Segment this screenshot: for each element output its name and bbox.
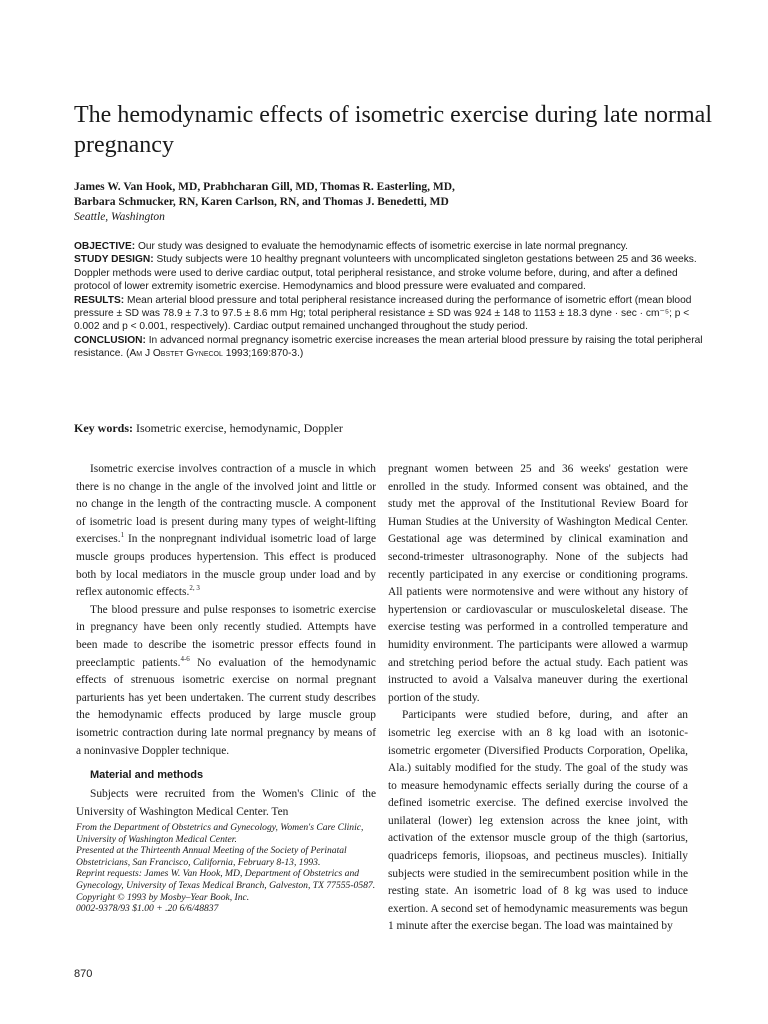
footnote-presented: Presented at the Thirteenth Annual Meeting of the Society of Perinatal Obstetricians, San Francisco, California, February 8-13, 1993. (76, 845, 347, 868)
section-heading: Material and methods (90, 769, 204, 782)
study-design-label: STUDY DESIGN: (74, 254, 154, 266)
body-column-left (76, 461, 376, 821)
author-affiliation: Seattle, Washington (74, 211, 165, 223)
objective-label: OBJECTIVE: (74, 241, 136, 252)
citation-journal: Am J Obstet Gynecol (129, 348, 223, 360)
reference-marker: 4-6 (180, 654, 190, 663)
body-column-right (388, 461, 688, 936)
study-design-text: Study subjects were 10 healthy pregnant volunteers with uncomplicated singleton gestations between 25 and 36 weeks. Doppler methods were used to derive cardiac output, total peripheral resistance, and stroke volume before, during, and after a defined protocol of lower extremity isometric exercise. Hemodynamics and blood pressure were evaluated and compared. (74, 254, 697, 293)
footnote-copyright: Copyright © 1993 by Mosby–Year Book, Inc. (76, 891, 250, 903)
page-number: 870 (74, 968, 93, 980)
keywords-label: Key words: (74, 421, 133, 435)
keywords (74, 421, 714, 436)
author-list (74, 180, 714, 209)
body-paragraph: Participants were studied before, during, and after an isometric leg exercise with an 8 kg load with an isotonic-isometric ergometer (Diversified Products Corporation, Opelika, Ala.) suitably modified for the study. The goal of the study was to measure hemodynamic effects serially during the course of a defined isometric exercise. The defined exercise involved the unilateral (lower) leg extension across the knee joint, with activation of the extensor muscle group of the thigh (sartorius, quadriceps femoris, iliopsoas, and pectineus muscles). Initially subjects were studied in the semirecumbent position while in the resting state. An isometric load of 8 kg was used to induce exertion. A second set of hemodynamic measurements was begun 1 minute after the exercise began. The load was maintained by (388, 709, 688, 933)
footnote-department: From the Department of Obstetrics and Gynecology, Women's Care Clinic, University of Washington Medical Center. (76, 822, 364, 845)
abstract (74, 240, 714, 361)
citation-rest: 1993;169:870-3.) (222, 348, 304, 360)
abstract-objective (74, 240, 714, 253)
footnote-reprint: Reprint requests: James W. Van Hook, MD, Department of Obstetrics and Gynecology, University of Texas Medical Branch, Galveston, TX 77555-0587. (76, 868, 376, 891)
body-text: No evaluation of the hemodynamic effects of strenuous isometric exercise on normal pregnant parturients has yet been undertaken. The current study describes the hemodynamic effects produced by large muscle group isometric contraction during late normal pregnancy by means of a noninvasive Doppler technique. (76, 656, 376, 757)
abstract-results (74, 294, 714, 334)
author-line-1: James W. Van Hook, MD, Prabhcharan Gill, MD, Thomas R. Easterling, MD, (74, 181, 455, 193)
footnote-code: 0002-9378/93 $1.00 + .20 6/6/48837 (76, 903, 219, 915)
body-text: In the nonpregnant individual isometric load of large muscle groups produces hypertension. This effect is produced both by local mediators in the muscle group under load and by reflex autonomic effects. (76, 533, 376, 599)
body-paragraph: pregnant women between 25 and 36 weeks' gestation were enrolled in the study. Informed consent was obtained, and the study met the approval of the Institutional Review Board for Human Studies at the University of Washington Medical Center. Gestational age was determined by clinical examination and second-trimester ultrasonography. None of the subjects had recently participated in any exercise or conditioning programs. All patients were normotensive and were without any history of hypertension or cardiovascular or musculoskeletal disease. The exercise testing was performed in a controlled temperature and humidity environment. The participants were allowed a warmup and stretching period before the actual study. Each patient was instructed to avoid a Valsalva maneuver during the exertional portion of the study. (388, 463, 688, 704)
results-label: RESULTS: (74, 294, 125, 306)
body-paragraph: Subjects were recruited from the Women's Clinic of the University of Washington Medical Center. Ten (76, 788, 376, 818)
reference-marker: 2, 3 (189, 584, 200, 593)
author-line-2: Barbara Schmucker, RN, Karen Carlson, RN, and Thomas J. Benedetti, MD (74, 195, 449, 208)
keywords-text: Isometric exercise, hemodynamic, Doppler (133, 421, 343, 435)
abstract-conclusion (74, 334, 714, 361)
reference-marker: 1 (120, 531, 125, 540)
footnote (76, 822, 376, 915)
objective-text: Our study was designed to evaluate the hemodynamic effects of isometric exercise in late normal pregnancy. (135, 241, 628, 252)
conclusion-label: CONCLUSION: (74, 334, 146, 346)
body-text: Isometric exercise involves contraction of a muscle in which there is no change in the angle of the involved joint and little or no change in the length of the contracting muscle. A component of isometric load is present during many types of weight-lifting exercises. (76, 463, 376, 546)
body-paragraph (76, 461, 376, 602)
abstract-study-design (74, 253, 714, 293)
body-paragraph (76, 602, 376, 760)
results-text: Mean arterial blood pressure and total peripheral resistance increased during the performance of isometric effort (mean blood pressure ± SD was 78.9 ± 7.3 to 97.5 ± 8.6 mm Hg; total peripheral resistance ± SD was 924 ± 148 to 1153 ± 18.3 dyne · sec · cm⁻⁵; p < 0.002 and p < 0.001, respectively). Cardiac output remained unchanged throughout the study period. (74, 294, 692, 333)
article-title: The hemodynamic effects of isometric exercise during late normal pregnancy (74, 102, 712, 158)
conclusion-text: In advanced normal pregnancy isometric exercise increases the mean arterial blood pressure by raising the total peripheral resistance. ( (74, 334, 703, 360)
body-text: The blood pressure and pulse responses to isometric exercise in pregnancy have been only recently studied. Attempts have been made to describe the isometric pressor effects found in preeclamptic patients. (76, 603, 376, 669)
